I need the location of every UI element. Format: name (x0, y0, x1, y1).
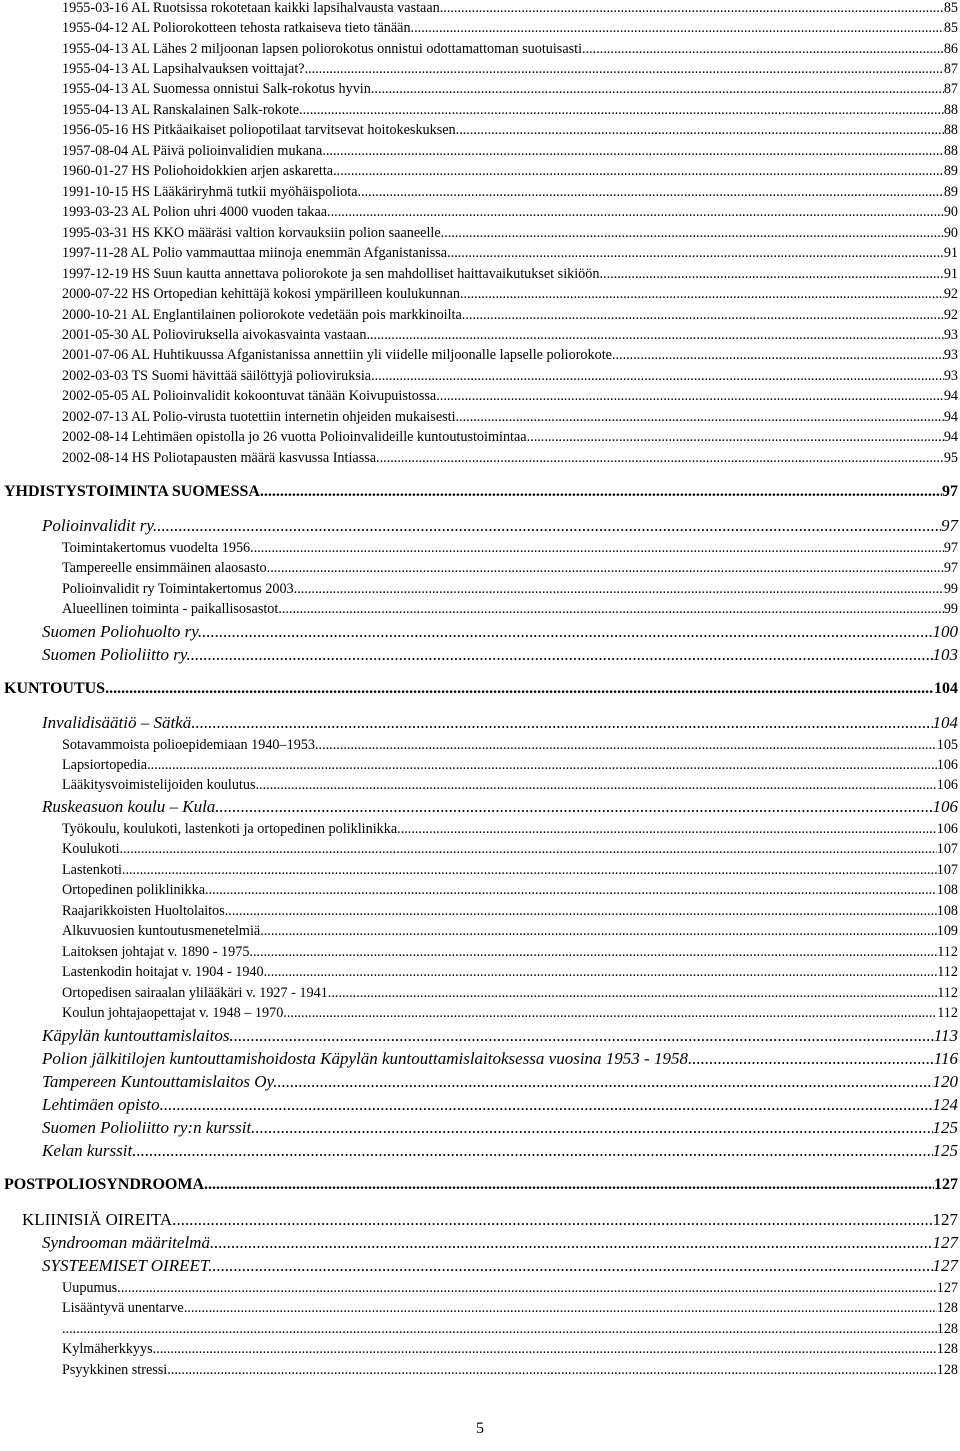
leader-dots (277, 1072, 932, 1092)
leader-dots (171, 1362, 937, 1379)
toc-entry-page: 94 (943, 429, 958, 445)
toc-section[interactable] (42, 516, 958, 536)
toc-entry[interactable] (62, 821, 958, 838)
toc-entry[interactable] (62, 163, 958, 180)
toc-entry-page: 91 (943, 266, 958, 282)
toc-entry[interactable] (62, 388, 958, 405)
toc-entry-page: 88 (943, 102, 958, 118)
toc-entry[interactable] (62, 601, 958, 618)
toc-entry[interactable] (62, 429, 958, 446)
toc-entry-title: 1955-04-13 AL Lapsihalvauksen voittajat? (62, 61, 305, 77)
leader-dots (176, 1210, 932, 1230)
toc-entry-title: 1957-08-04 AL Päivä polioinvalidien mukana. (62, 143, 326, 159)
toc-entry-title: YHDISTYSTOIMINTA SUOMESSA. (4, 483, 264, 500)
leader-dots (464, 286, 944, 303)
leader-dots (586, 41, 944, 58)
leader-dots (157, 516, 941, 536)
toc-entry-title: 2000-10-21 AL Englantilainen poliorokote vedetään pois markkinoilta. (62, 307, 466, 323)
toc-entry-page: 128 (936, 1341, 958, 1357)
toc-entry[interactable] (62, 20, 958, 37)
toc-entry-page: 112 (937, 944, 958, 960)
toc-entry-title: KUNTOUTUS. (4, 680, 110, 697)
toc-entry[interactable] (62, 41, 958, 58)
toc-entry-title: Lastenkoti. (62, 862, 126, 878)
leader-dots (374, 81, 943, 98)
toc-entry-page: 125 (932, 1141, 958, 1160)
leader-dots (123, 841, 937, 858)
toc-entry-title: 1960-01-27 HS Poliohoidokkien arjen askaretta. (62, 163, 337, 179)
toc-entry-page: 89 (943, 184, 958, 200)
leader-dots (287, 1005, 937, 1022)
toc-entry-title: 1997-12-19 HS Suun kautta annettava poliorokote ja sen mahdolliset haittavaikutukset sikiöön. (62, 266, 604, 282)
toc-section[interactable] (42, 622, 958, 642)
toc-entry-title: 2000-07-22 HS Ortopedian kehittäjä kokosi ympärilleen koulukunnan. (62, 286, 464, 302)
toc-entry-page: 103 (932, 645, 958, 664)
toc-section[interactable] (42, 1049, 958, 1069)
toc-entry-title: Lisääntyvä unentarve. (62, 1300, 188, 1316)
toc-entry-title: 2001-05-30 AL Polioviruksella aivokasvainta vastaan. (62, 327, 370, 343)
toc-entry-title: Työkoulu, koulukoti, lastenkoti ja ortopedinen poliklinikka. (62, 821, 401, 837)
toc-entry[interactable] (62, 1341, 958, 1358)
leader-dots (331, 204, 944, 221)
leader-dots (255, 1118, 932, 1138)
toc-entry[interactable] (62, 581, 958, 598)
toc-entry-page: 127 (932, 1256, 958, 1275)
toc-entry-page: 120 (932, 1072, 958, 1091)
toc-entry-title: Ortopedinen poliklinikka. (62, 882, 209, 898)
toc-entry-title: Lehtimäen opisto. (42, 1095, 164, 1114)
toc-chapter[interactable] (4, 483, 958, 501)
leader-dots (191, 645, 933, 665)
toc-entry[interactable] (62, 266, 958, 283)
toc-entry[interactable] (62, 184, 958, 201)
toc-entry-title: 2002-05-05 AL Polioinvalidit kokoontuvat tänään Koivupuistossa. (62, 388, 440, 404)
toc-entry-page: 128 (936, 1362, 958, 1378)
toc-entry[interactable] (62, 1321, 958, 1338)
toc-entry[interactable] (62, 307, 958, 324)
leader-dots (151, 757, 937, 774)
toc-entry-title: 2002-03-03 TS Suomi hävittää säilöttyjä polioviruksia. (62, 368, 375, 384)
toc-entry-title: Raajarikkoisten Huoltolaitos. (62, 903, 229, 919)
toc-entry-title: 1956-05-16 HS Pitkäaikaiset poliopotilaat tarvitsevat hoitokeskuksen. (62, 122, 460, 138)
leader-dots (121, 1280, 937, 1297)
toc-entry-page: 92 (943, 286, 958, 302)
toc-entry-title: 2002-07-13 AL Polio-virusta tuotettiin internetin ohjeiden mukaisesti. (62, 409, 460, 425)
toc-entry-title: KLIINISIÄ OIREITA. (22, 1210, 177, 1229)
toc-entry[interactable] (62, 923, 958, 940)
toc-entry-page: 87 (943, 61, 958, 77)
toc-entry-page: 128 (936, 1321, 958, 1337)
toc-entry-page: 127 (934, 1176, 958, 1193)
toc-entry[interactable] (62, 347, 958, 364)
toc-entry-page: 106 (936, 757, 958, 773)
toc-entry[interactable] (62, 327, 958, 344)
toc-entry-page: 97 (943, 560, 958, 576)
leader-dots (208, 1176, 934, 1194)
leader-dots (164, 1095, 933, 1115)
leader-dots (451, 245, 944, 262)
toc-entry-title: Psyykkinen stressi. (62, 1362, 171, 1378)
leader-dots (267, 964, 937, 981)
toc-entry-title: 1955-04-13 AL Lähes 2 miljoonan lapsen poliorokotus onnistui odottamattoman suotuisasti. (62, 41, 586, 57)
toc-section[interactable] (42, 1233, 958, 1253)
leader-dots (109, 680, 934, 698)
toc-entry[interactable] (62, 204, 958, 221)
leader-dots (264, 483, 942, 501)
toc-entry-title: 2002-08-14 Lehtimäen opistolla jo 26 vuotta Polioinvalideille kuntoutustoimintaa. (62, 429, 531, 445)
toc-entry-title: Polioinvalidit ry. (42, 516, 158, 535)
toc-entry-page: 99 (943, 581, 958, 597)
leader-dots (401, 821, 937, 838)
toc-entry-title: 2002-08-14 HS Poliotapausten määrä kasvussa Intiassa. (62, 450, 380, 466)
toc-entry-page: 94 (943, 409, 958, 425)
toc-entry-page: 112 (937, 964, 958, 980)
toc-entry-page: 85 (943, 0, 958, 16)
toc-entry-page: 107 (936, 841, 958, 857)
toc-entry-page: 88 (943, 143, 958, 159)
toc-entry-title: Alueellinen toiminta - paikallisosastot. (62, 601, 282, 617)
toc-entry-page: 104 (934, 680, 958, 697)
toc-entry[interactable] (62, 1362, 958, 1379)
toc-entry-title: 1955-03-16 AL Ruotsissa rokotetaan kaikki lapsihalvausta vastaan. (62, 0, 444, 16)
toc-entry-page: 97 (943, 540, 958, 556)
toc-section[interactable] (42, 1256, 958, 1276)
toc-entry[interactable] (62, 862, 958, 879)
toc-entry-page: 109 (936, 923, 958, 939)
leader-dots (125, 862, 936, 879)
toc-entry-title: Lapsiortopedia. (62, 757, 151, 773)
toc-entry[interactable] (62, 757, 958, 774)
toc-entry[interactable] (62, 985, 958, 1002)
toc-entry-page: 128 (936, 1300, 958, 1316)
leader-dots (444, 225, 944, 242)
toc-entry-page: 99 (943, 601, 958, 617)
toc-entry-title: 1955-04-12 AL Poliorokotteen tehosta ratkaiseva tieto tänään. (62, 20, 415, 36)
toc-entry[interactable] (62, 122, 958, 139)
leader-dots (282, 601, 944, 618)
toc-entry-title: POSTPOLIOSYNDROOMA. (4, 1176, 209, 1193)
toc-section[interactable] (42, 797, 958, 817)
toc-entry[interactable] (62, 777, 958, 794)
leader-dots (443, 0, 944, 17)
toc-entry-title: Tampereelle ensimmäinen alaosasto. (62, 560, 271, 576)
leader-dots (234, 1026, 934, 1046)
toc-entry[interactable] (62, 0, 958, 17)
toc-entry-page: 94 (943, 388, 958, 404)
toc-entry-page: 93 (943, 368, 958, 384)
toc-entry[interactable] (62, 1005, 958, 1022)
toc-entry-title: Ortopedisen sairaalan ylilääkäri v. 1927 - 1941. (62, 985, 332, 1001)
toc-entry[interactable] (62, 944, 958, 961)
toc-entry[interactable] (62, 1280, 958, 1297)
toc-entry-title: 1955-04-13 AL Suomessa onnistui Salk-rokotus hyvin. (62, 81, 375, 97)
toc-entry-page: 108 (936, 903, 958, 919)
toc-entry-title: Uupumus. (62, 1280, 121, 1296)
toc-entry-page: 124 (932, 1095, 958, 1114)
toc-entry-page: 107 (936, 862, 958, 878)
toc-entry-title: Suomen Polioliitto ry. (42, 645, 191, 664)
leader-dots (615, 347, 943, 364)
leader-dots (254, 540, 944, 557)
toc-entry-title: Lastenkodin hoitajat v. 1904 - 1940. (62, 964, 268, 980)
leader-dots (214, 1233, 932, 1253)
leader-dots (259, 777, 937, 794)
leader-dots (358, 184, 944, 201)
toc-entry-title: Toimintakertomus vuodelta 1956. (62, 540, 254, 556)
leader-dots (370, 327, 944, 344)
leader-dots (264, 923, 937, 940)
toc-entry-page: 91 (943, 245, 958, 261)
leader-dots (603, 266, 944, 283)
leader-dots (202, 622, 932, 642)
toc-entry-title: Käpylän kuntouttamislaitos. (42, 1026, 234, 1045)
toc-entry[interactable] (62, 882, 958, 899)
toc-entry-page: 88 (943, 122, 958, 138)
toc-entry-page: 108 (936, 882, 958, 898)
toc-entry[interactable] (62, 450, 958, 467)
toc-entry-page: 127 (936, 1280, 958, 1296)
leader-dots (375, 368, 944, 385)
toc-section[interactable] (42, 1072, 958, 1092)
leader-dots (326, 143, 944, 160)
leader-dots (191, 713, 932, 733)
toc-entry-page: 106 (932, 797, 958, 816)
toc-entry-page: 113 (933, 1026, 958, 1045)
leader-dots (156, 1341, 937, 1358)
toc-entry-page: 127 (932, 1233, 958, 1252)
page-number: 5 (476, 1420, 484, 1437)
toc-entry-page: 90 (943, 204, 958, 220)
leader-dots (380, 450, 944, 467)
leader-dots (303, 102, 944, 119)
toc-section[interactable] (42, 1026, 958, 1046)
toc-entry[interactable] (62, 102, 958, 119)
toc-section[interactable] (42, 1118, 958, 1138)
leader-dots (209, 882, 937, 899)
toc-entry-title: Lääkitysvoimistelijoiden koulutus. (62, 777, 260, 793)
toc-entry-title: Alkuvuosien kuntoutusmenetelmiä. (62, 923, 264, 939)
toc-entry-page: 105 (936, 737, 958, 753)
leader-dots (136, 1141, 932, 1161)
toc-section[interactable] (22, 1210, 958, 1230)
leader-dots (212, 1256, 932, 1276)
toc-entry[interactable] (62, 225, 958, 242)
toc-entry-page: 92 (943, 307, 958, 323)
leader-dots (440, 388, 944, 405)
leader-dots (692, 1049, 934, 1069)
toc-entry-page: 127 (932, 1210, 958, 1229)
leader-dots (465, 307, 943, 324)
toc-entry-title: Sotavammoista polioepidemiaan 1940–1953. (62, 737, 319, 753)
toc-entry-title: 1991-10-15 HS Lääkäriryhmä tutkii myöhäispoliota (62, 184, 358, 200)
toc-entry-title: Suomen Polioliitto ry:n kurssit. (42, 1118, 256, 1137)
toc-entry-page: 85 (943, 20, 958, 36)
toc-entry-page: 97 (942, 483, 958, 500)
toc-entry-title: 2001-07-06 AL Huhtikuussa Afganistanissa annettiin yli viidelle miljoonalle lapselle poliorokote. (62, 347, 616, 363)
leader-dots (337, 163, 944, 180)
toc-entry-page: 86 (943, 41, 958, 57)
toc-entry-page: 89 (943, 163, 958, 179)
toc-entry-title: 1993-03-23 AL Polion uhri 4000 vuoden takaa. (62, 204, 331, 220)
toc-entry-title: Tampereen Kuntouttamislaitos Oy. (42, 1072, 278, 1091)
toc-entry-title: Koulukoti. (62, 841, 124, 857)
leader-dots (305, 61, 944, 78)
toc-entry-page: 100 (932, 622, 958, 641)
leader-dots (331, 985, 937, 1002)
toc-section[interactable] (42, 1141, 958, 1161)
leader-dots (414, 20, 944, 37)
leader-dots (187, 1300, 936, 1317)
leader-dots (297, 581, 944, 598)
leader-dots (215, 797, 932, 817)
leader-dots (459, 122, 944, 139)
toc-section[interactable] (42, 713, 958, 733)
toc-entry-page: 97 (941, 516, 958, 535)
leader-dots (319, 737, 937, 754)
toc-entry-page: 112 (937, 985, 958, 1001)
toc-entry-title: Kelan kurssit. (42, 1141, 137, 1160)
toc-entry-page: 104 (932, 713, 958, 732)
toc-section[interactable] (42, 1095, 958, 1115)
toc-entry-page: 112 (937, 1005, 958, 1021)
toc-entry-title: Invalidisäätiö – Sätkä (42, 713, 192, 732)
leader-dots (253, 944, 937, 961)
toc-entry[interactable] (62, 964, 958, 981)
toc-entry-title: Ruskeasuon koulu – Kula (42, 797, 216, 816)
toc-entry[interactable] (62, 560, 958, 577)
leader-dots (459, 409, 944, 426)
toc-entry-title: Polioinvalidit ry Toimintakertomus 2003. (62, 581, 298, 597)
toc-entry-title: SYSTEEMISET OIREET. (42, 1256, 213, 1275)
toc-entry-page: 106 (936, 777, 958, 793)
toc-entry[interactable] (62, 286, 958, 303)
leader-dots (62, 1321, 937, 1338)
toc-entry-page: 93 (943, 327, 958, 343)
toc-entry[interactable] (62, 841, 958, 858)
toc-entry[interactable] (62, 61, 958, 78)
toc-section[interactable] (42, 645, 958, 665)
toc-entry-title: 1955-04-13 AL Ranskalainen Salk-rokote. (62, 102, 303, 118)
toc-entry-title: Suomen Poliohuolto ry. (42, 622, 203, 641)
toc-entry-title: Polion jälkitilojen kuntouttamishoidosta Käpylän kuntouttamislaitoksessa vuosina 1953 - 1958. (42, 1049, 693, 1068)
leader-dots (228, 903, 936, 920)
toc-entry-page: 90 (943, 225, 958, 241)
toc-entry-title: Syndrooman määritelmä. (42, 1233, 215, 1252)
toc-entry-page: 87 (943, 81, 958, 97)
toc-entry-title: Kylmäherkkyys. (62, 1341, 157, 1357)
toc-chapter[interactable] (4, 680, 958, 698)
toc-entry-title: 1997-11-28 AL Polio vammauttaa miinoja enemmän Afganistanissa. (62, 245, 451, 261)
toc-chapter[interactable] (4, 1176, 958, 1194)
toc-entry-title: Laitoksen johtajat v. 1890 - 1975. (62, 944, 253, 960)
toc-entry[interactable] (62, 737, 958, 754)
toc-entry[interactable] (62, 409, 958, 426)
toc-entry[interactable] (62, 245, 958, 262)
toc-entry[interactable] (62, 903, 958, 920)
toc-entry[interactable] (62, 368, 958, 385)
toc-entry-page: 95 (943, 450, 958, 466)
toc-entry-page: 93 (943, 347, 958, 363)
toc-entry[interactable] (62, 540, 958, 557)
toc-entry[interactable] (62, 143, 958, 160)
toc-entry-page: 116 (933, 1049, 958, 1068)
leader-dots (530, 429, 944, 446)
toc-entry[interactable] (62, 1300, 958, 1317)
toc-entry-title: Koulun johtajaopettajat v. 1948 – 1970. (62, 1005, 287, 1021)
toc-entry-page: 106 (936, 821, 958, 837)
leader-dots (270, 560, 944, 577)
toc-entry-page: 125 (932, 1118, 958, 1137)
toc-entry[interactable] (62, 81, 958, 98)
toc-entry-title: 1995-03-31 HS KKO määräsi valtion korvauksiin polion saaneelle. (62, 225, 445, 241)
